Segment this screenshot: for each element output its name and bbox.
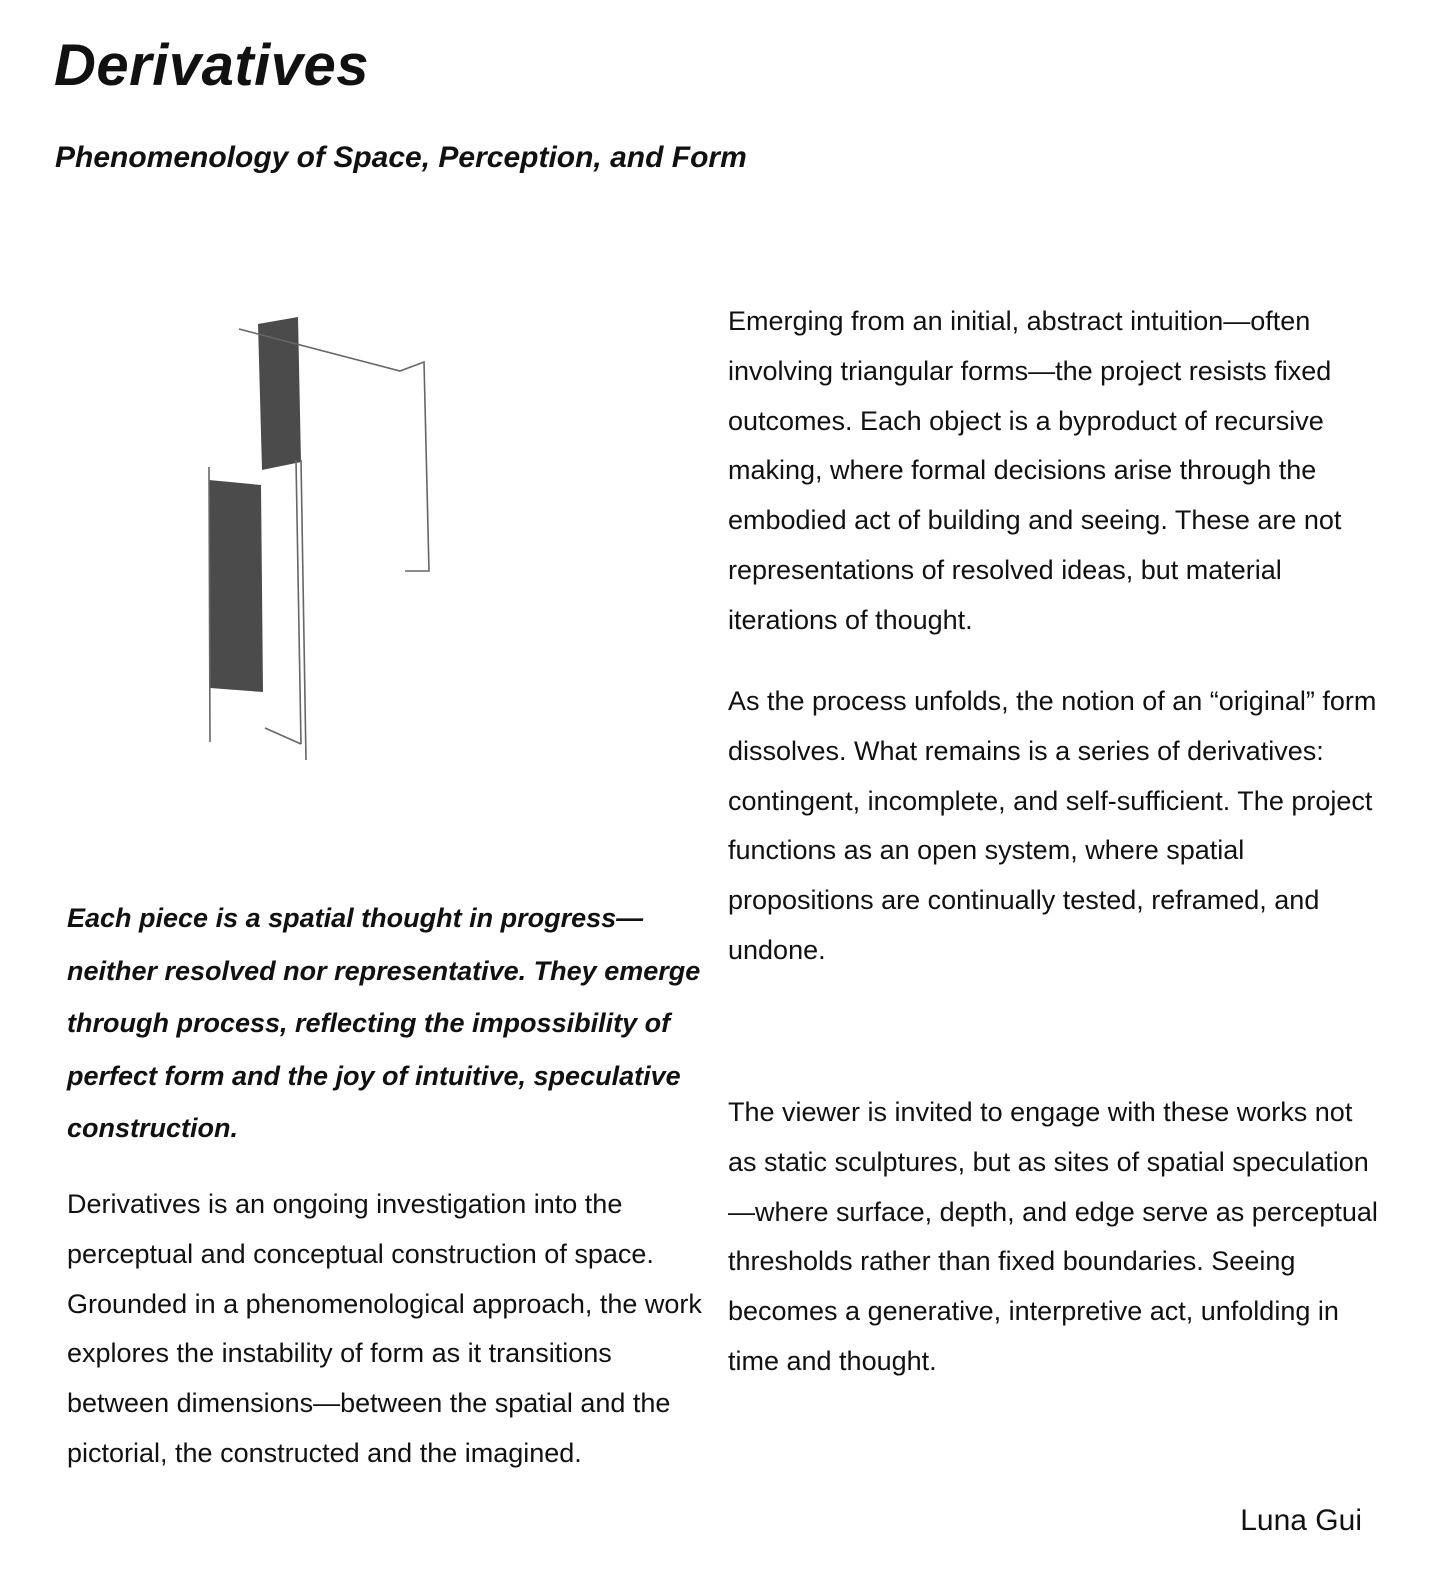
lower-dark-panel xyxy=(209,480,263,692)
center-vertical-line-b xyxy=(301,460,306,760)
sculpture-drawing-figure xyxy=(195,310,445,770)
page-title: Derivatives xyxy=(54,33,370,98)
pull-quote: Each piece is a spatial thought in progress—neither resolved nor representative. They emerge through process, reflecting the impossibility of perfect form and the joy of intuitive, speculative construction. xyxy=(67,903,701,1143)
center-vertical-line-a xyxy=(296,460,301,744)
author-name: Luna Gui xyxy=(1240,1504,1362,1537)
right-column-paragraph-3: The viewer is invited to engage with these works not as static sculptures, but as sites of spatial speculation—where surface, depth, and edge serve as perceptual thresholds rather than fixed boundaries. Seeing becomes a generative, interpretive act, unfolding in time and thought. xyxy=(728,1097,1378,1376)
page-subtitle: Phenomenology of Space, Perception, and Form xyxy=(55,141,747,174)
intro-paragraph: Derivatives is an ongoing investigation into the perceptual and conceptual construction of space. Grounded in a phenomenological approach, the work explores the instability of form as it transitions between dimensions—between the spatial and the pictorial, the constructed and the imagined. xyxy=(67,1189,702,1468)
right-column-paragraph-1: Emerging from an initial, abstract intuition—often involving triangular forms—the project resists fixed outcomes. Each object is a byproduct of recursive making, where formal decisions arise through the embodied act of building and seeing. These are not representations of resolved ideas, but material iterations of thought. xyxy=(728,306,1342,635)
sculpture-drawing-icon xyxy=(195,310,445,770)
left-vertical-line xyxy=(209,467,210,742)
right-column-paragraph-2: As the process unfolds, the notion of an “original” form dissolves. What remains is a series of derivatives: contingent, incomplete, and self-sufficient. The project functions as an open system, where spatial propositions are continually tested, reframed, and undone. xyxy=(728,686,1377,965)
bottom-diagonal-line xyxy=(265,728,301,744)
